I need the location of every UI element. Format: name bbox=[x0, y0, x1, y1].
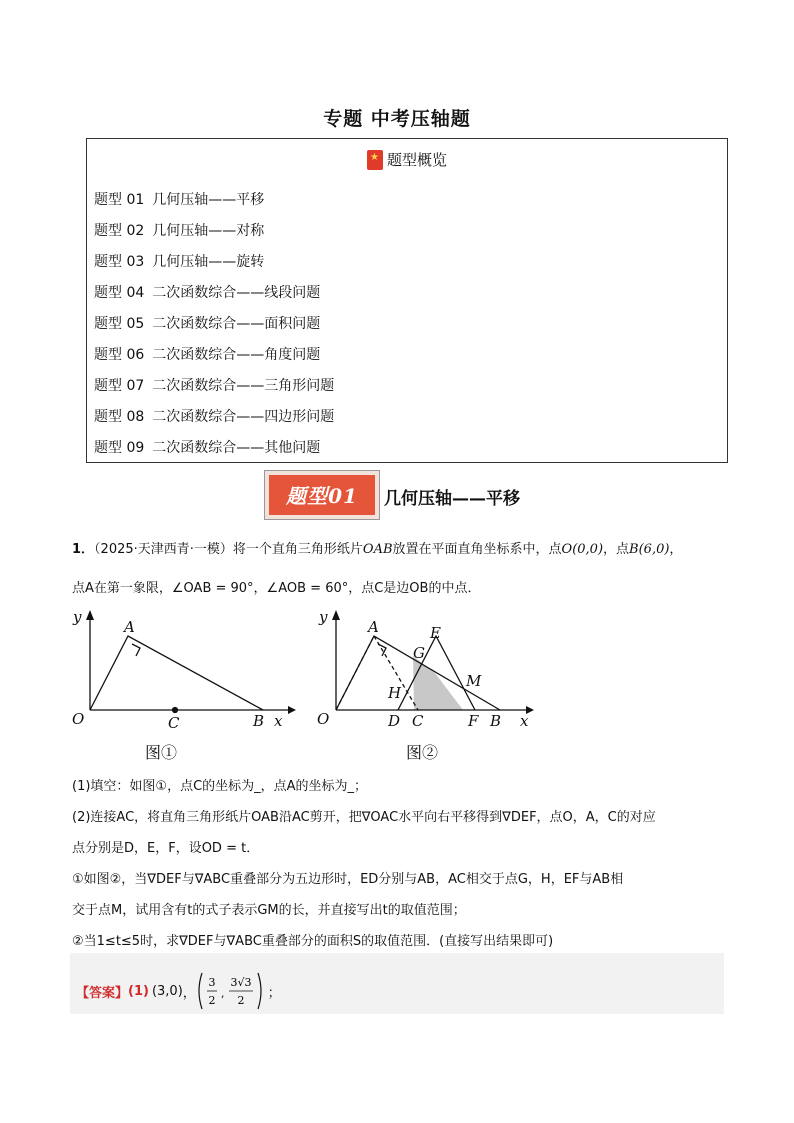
fig1-label-a: A bbox=[124, 618, 135, 636]
overview-item: 题型 05 二次函数综合——面积问题 bbox=[94, 316, 321, 332]
overview-item: 题型 04 二次函数综合——线段问题 bbox=[94, 285, 321, 301]
problem-part-1: (1)填空：如图①，点C的坐标为_，点A的坐标为_； bbox=[72, 779, 368, 794]
problem-part-3-line-1: ①如图②，当∇DEF与∇ABC重叠部分为五边形时，ED分别与AB，AC相交于点G，H，EF与AB相 bbox=[72, 872, 624, 887]
svg-text:3√3: 3√3 bbox=[230, 976, 252, 989]
overview-item: 题型 07 二次函数综合——三角形问题 bbox=[94, 378, 335, 394]
fig2-label-x: x bbox=[520, 712, 529, 730]
answer-point-c: (3,0) bbox=[151, 983, 183, 999]
overview-item: 题型 01 几何压轴——平移 bbox=[94, 192, 265, 208]
fig1-caption: 图① bbox=[145, 743, 178, 762]
fig2-label-c: C bbox=[412, 712, 424, 730]
fig2-label-e: E bbox=[430, 624, 441, 642]
fig2-label-a: A bbox=[368, 618, 379, 636]
svg-text:,: , bbox=[220, 987, 225, 1000]
problem-part-3-line-2: 交于点M，试用含有t的式子表示GM的长，并直接写出t的取值范围； bbox=[72, 903, 466, 918]
fig1-label-y: y bbox=[73, 608, 82, 626]
section-badge bbox=[264, 470, 380, 520]
overview-heading bbox=[367, 149, 447, 170]
fig2-label-f: F bbox=[468, 712, 479, 730]
section-badge-text: 题型01 bbox=[269, 475, 375, 515]
fig2-label-d: D bbox=[388, 712, 401, 730]
fig1-label-x: x bbox=[274, 712, 283, 730]
problem-line-2: 点A在第一象限，∠OAB = 90°，∠AOB = 60°，点C是边OB的中点． bbox=[72, 581, 481, 596]
answer-line bbox=[76, 971, 281, 1011]
overview-box bbox=[86, 138, 728, 463]
fig1-label-o: O bbox=[72, 710, 85, 728]
fig2-label-g: G bbox=[413, 644, 425, 662]
answer-separator: ， bbox=[182, 985, 196, 1001]
fig2-label-b: B bbox=[490, 712, 502, 730]
fig2-label-y: y bbox=[319, 608, 328, 626]
page-title: 专题 中考压轴题 bbox=[323, 108, 471, 130]
answer-part: (1) bbox=[128, 983, 149, 999]
geometry-figures bbox=[60, 600, 540, 770]
fig1-point-c bbox=[173, 708, 178, 713]
figure-1 bbox=[86, 610, 296, 714]
problem-part-4: ②当1≤t≤5时，求∇DEF与∇ABC重叠部分的面积S的取值范围．(直接写出结果即可) bbox=[72, 934, 554, 949]
overview-heading-text: 题型概览 bbox=[387, 151, 448, 169]
fig2-label-h: H bbox=[388, 684, 402, 702]
fig2-caption: 图② bbox=[406, 743, 439, 762]
answer-box bbox=[70, 953, 724, 1014]
svg-text:2: 2 bbox=[208, 994, 216, 1007]
problem-part-2-line-1: (2)连接AC，将直角三角形纸片OAB沿AC剪开，把∇OAC水平向右平移得到∇DEF，点O，A，C的对应 bbox=[72, 810, 656, 825]
overview-item: 题型 03 几何压轴——旋转 bbox=[94, 254, 265, 270]
fig1-triangle-oab bbox=[90, 636, 263, 710]
fig1-label-c: C bbox=[168, 714, 180, 732]
overview-item: 题型 02 几何压轴——对称 bbox=[94, 223, 265, 239]
overview-item: 题型 06 二次函数综合——角度问题 bbox=[94, 347, 321, 363]
svg-text:2: 2 bbox=[237, 994, 245, 1007]
section-title: 几何压轴——平移 bbox=[384, 489, 520, 509]
answer-label: 【答案】 bbox=[76, 985, 129, 1001]
fig2-label-o: O bbox=[317, 710, 330, 728]
overview-item: 题型 08 二次函数综合——四边形问题 bbox=[94, 409, 335, 425]
problem-part-2-line-2: 点分别是D，E，F，设OD = t． bbox=[72, 841, 260, 856]
book-icon bbox=[367, 150, 383, 170]
svg-text:3: 3 bbox=[208, 976, 216, 989]
overview-item: 题型 09 二次函数综合——其他问题 bbox=[94, 440, 321, 456]
fig2-overlap-region bbox=[413, 656, 463, 710]
fig1-label-b: B bbox=[253, 712, 265, 730]
answer-end: ； bbox=[267, 985, 281, 1001]
fig2-label-m: M bbox=[466, 672, 482, 690]
answer-point-a bbox=[196, 971, 268, 1011]
problem-line-1: 1．（2025·天津西青·一模）将一个直角三角形纸片OAB放置在平面直角坐标系中，点O(0,0)，点B(6,0)， bbox=[72, 542, 683, 557]
fig1-right-angle-mark bbox=[132, 644, 140, 656]
